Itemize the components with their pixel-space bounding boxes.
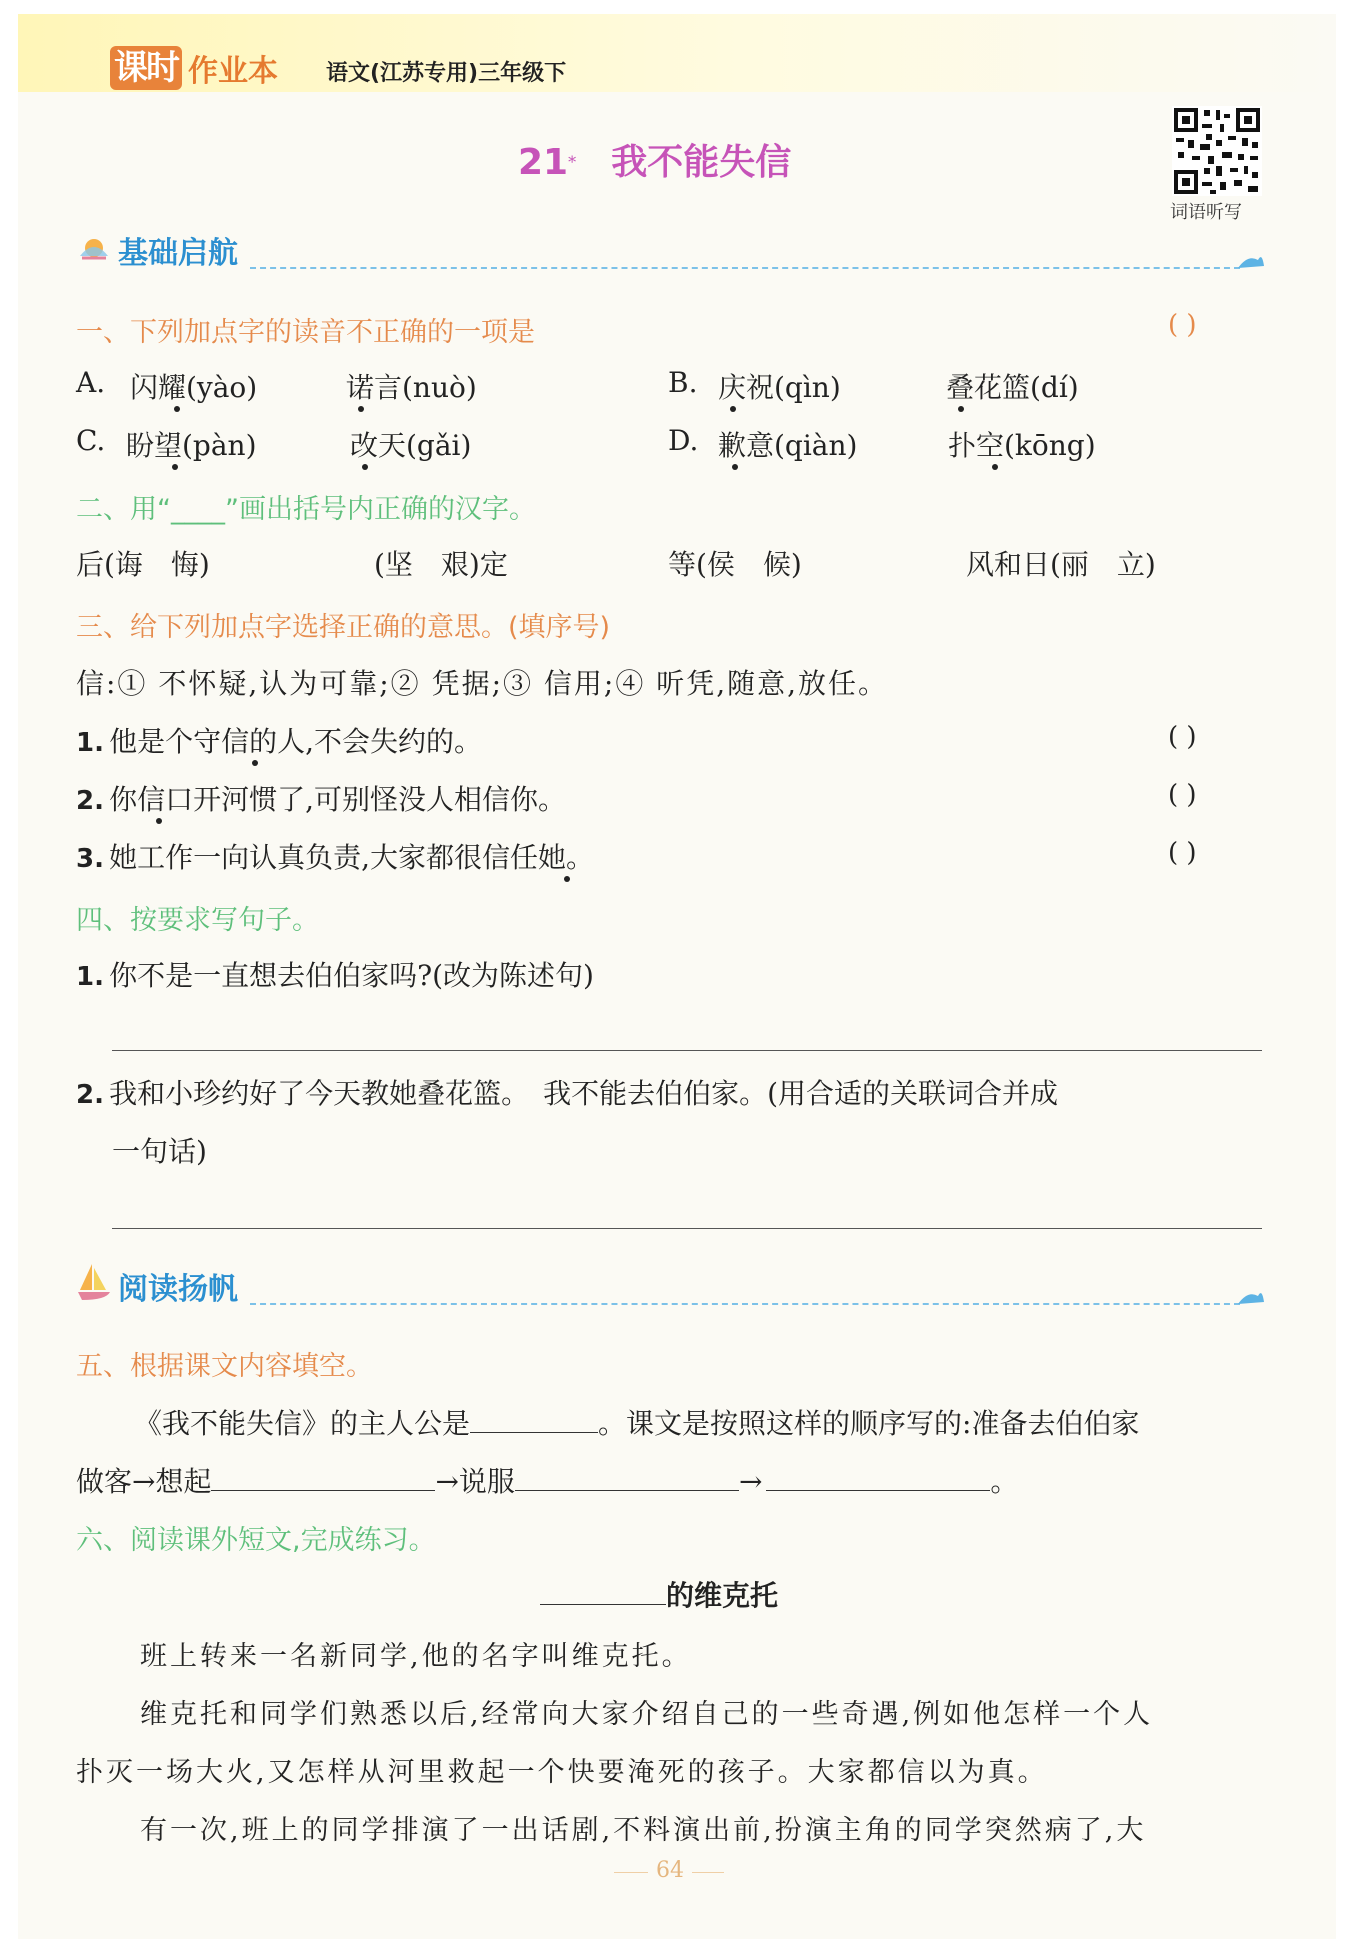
q4-item-2-cont: 一句话) — [112, 1135, 207, 1168]
q5-line-2-c: → — [738, 1465, 763, 1498]
qr-label: 词语听写 — [1170, 202, 1242, 223]
q1-option-d-word2: 扑空(kōng) — [948, 429, 1096, 462]
logo-ke: 课时 — [110, 46, 182, 90]
q4-title: 四、按要求写句子。 — [76, 905, 319, 936]
q1-answer-paren[interactable]: ( ) — [1168, 310, 1197, 340]
q1-option-c-word2: 改天(gǎi) — [350, 429, 472, 462]
q4-item-1 — [76, 954, 594, 994]
q1-option-b-word2: 叠花篮(dí) — [946, 371, 1079, 404]
section-reading-title: 阅读扬帆 — [118, 1272, 238, 1307]
q4-item-2-num: 2. — [76, 1080, 104, 1110]
q3-item-1-text: 他是个守信的人,不会失约的。 — [109, 725, 482, 758]
q3-item-2 — [76, 778, 566, 818]
page-number: 64 — [648, 1858, 692, 1883]
q3-item-1-num: 1. — [76, 728, 104, 758]
q3-title: 三、给下列加点字选择正确的意思。(填序号) — [76, 612, 611, 643]
book-title: 语文(江苏专用)三年级下 — [326, 61, 567, 86]
q3-item-3 — [76, 836, 594, 876]
emphasis-dot — [174, 406, 180, 412]
q4-item-2-text: 我和小珍约好了今天教她叠花篮。 我不能去伯伯家。(用合适的关联词合并成 — [109, 1077, 1058, 1110]
q3-item-2-answer[interactable]: ( ) — [1168, 780, 1197, 810]
q6-title: 六、阅读课外短文,完成练习。 — [76, 1525, 436, 1556]
q2-item-2[interactable]: (坚 艰)定 — [374, 548, 508, 581]
q1-option-b-word1: 庆祝(qìn) — [718, 371, 841, 404]
qr-code[interactable] — [1172, 106, 1262, 200]
q5-line-2-d: 。 — [990, 1465, 1019, 1498]
q2-item-1[interactable]: 后(诲 悔) — [76, 548, 210, 581]
emphasis-dot — [156, 818, 162, 824]
logo-zuoyeben: 作业本 — [188, 54, 278, 89]
q1-option-c-letter: C. — [76, 424, 106, 457]
q5-line-2-a: 做客→想起 — [76, 1465, 212, 1498]
q5-blank-persuade[interactable] — [515, 1462, 739, 1491]
q3-item-3-num: 3. — [76, 844, 104, 874]
q2-title: 二、用“____”画出括号内正确的汉字。 — [76, 494, 536, 525]
emphasis-dot — [358, 406, 364, 412]
lesson-heading — [518, 134, 791, 185]
q5-line-2-b: →说服 — [435, 1465, 515, 1498]
q3-definition: 信:① 不怀疑,认为可靠;② 凭据;③ 信用;④ 听凭,随意,放任。 — [76, 667, 889, 700]
emphasis-dot — [564, 876, 570, 882]
section-reading-wave-icon — [1236, 1286, 1266, 1310]
q1-option-a-word1: 闪耀(yào) — [130, 371, 258, 404]
lesson-title: 我不能失信 — [611, 142, 792, 183]
q1-option-a-word2: 诺言(nuò) — [346, 371, 477, 404]
passage-paragraph-2: 维克托和同学们熟悉以后,经常向大家介绍自己的一些奇遇,例如他怎样一个人 — [140, 1699, 1154, 1730]
passage-paragraph-1: 班上转来一名新同学,他的名字叫维克托。 — [140, 1641, 692, 1672]
q4-item-2-answer-line[interactable] — [112, 1228, 1262, 1229]
section-basic-icon — [76, 230, 112, 270]
section-basic-wave-icon — [1236, 250, 1266, 274]
q1-option-c-word1: 盼望(pàn) — [126, 429, 257, 462]
lesson-star: * — [568, 152, 577, 172]
emphasis-dot — [958, 406, 964, 412]
brand-logo — [110, 44, 278, 92]
qr-code-icon — [1172, 106, 1262, 196]
lesson-number: 21 — [518, 142, 569, 183]
q3-item-2-text: 你信口开河惯了,可别怪没人相信你。 — [109, 783, 566, 816]
section-reading-icon — [76, 1262, 112, 1306]
section-basic-divider — [250, 267, 1240, 269]
emphasis-dot — [732, 464, 738, 470]
emphasis-dot — [252, 760, 258, 766]
q3-item-3-answer[interactable]: ( ) — [1168, 838, 1197, 868]
q3-item-3-text: 她工作一向认真负责,大家都很信任她。 — [109, 841, 594, 874]
q1-option-a-letter: A. — [76, 366, 106, 399]
section-reading-divider — [250, 1303, 1240, 1305]
passage-paragraph-2-cont: 扑灭一场大火,又怎样从河里救起一个快要淹死的孩子。大家都信以为真。 — [76, 1757, 1048, 1788]
q5-blank-protagonist[interactable] — [470, 1404, 598, 1433]
section-basic-title: 基础启航 — [118, 236, 238, 271]
q1-title: 一、下列加点字的读音不正确的一项是 — [76, 317, 535, 348]
emphasis-dot — [730, 406, 736, 412]
emphasis-dot — [362, 464, 368, 470]
q4-item-1-num: 1. — [76, 962, 104, 992]
q4-item-2 — [76, 1072, 1058, 1112]
q2-item-4[interactable]: 风和日(丽 立) — [966, 548, 1156, 581]
q1-option-b-letter: B. — [668, 366, 698, 399]
passage-title-text: 的维克托 — [666, 1579, 779, 1612]
q2-item-3[interactable]: 等(侯 候) — [668, 548, 802, 581]
q4-item-1-answer-line[interactable] — [112, 1050, 1262, 1051]
q5-line-1 — [134, 1402, 1139, 1442]
passage-title-blank[interactable] — [540, 1576, 666, 1605]
q1-option-d-word1: 歉意(qiàn) — [718, 429, 858, 462]
q5-line-1-a: 《我不能失信》的主人公是 — [134, 1407, 471, 1440]
q3-item-1 — [76, 720, 482, 760]
passage-title — [540, 1574, 778, 1614]
emphasis-dot — [172, 464, 178, 470]
q3-item-2-num: 2. — [76, 786, 104, 816]
q4-item-1-text: 你不是一直想去伯伯家吗?(改为陈述句) — [109, 959, 594, 992]
emphasis-dot — [992, 464, 998, 470]
q5-line-2 — [76, 1460, 1018, 1500]
q3-item-1-answer[interactable]: ( ) — [1168, 722, 1197, 752]
q5-line-1-b: 。课文是按照这样的顺序写的:准备去伯伯家 — [598, 1407, 1140, 1440]
q1-option-d-letter: D. — [668, 424, 699, 457]
q5-blank-result[interactable] — [766, 1462, 990, 1491]
passage-paragraph-3: 有一次,班上的同学排演了一出话剧,不料演出前,扮演主角的同学突然病了,大 — [140, 1815, 1147, 1846]
q5-title: 五、根据课文内容填空。 — [76, 1351, 373, 1382]
q5-blank-recall[interactable] — [211, 1462, 435, 1491]
